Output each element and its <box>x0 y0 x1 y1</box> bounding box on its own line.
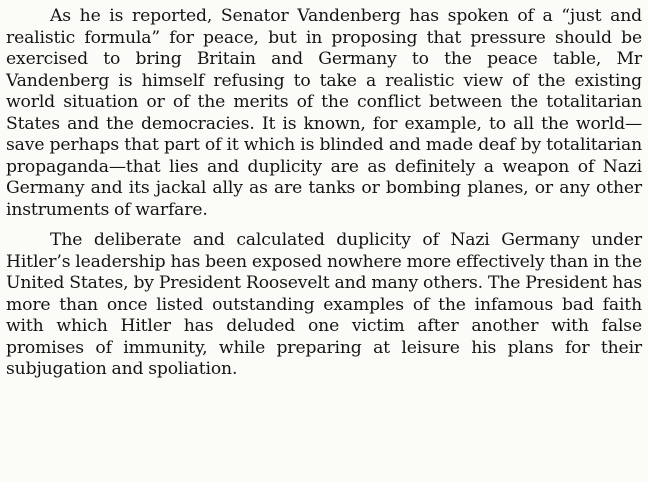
article-paragraph-2: The deliberate and calculated duplicity of Nazi Germany under Hitler’s leadership has been exposed nowhere more effectively than in the United States, by President Roosevelt and many others. The President has more than once listed outstanding examples of the infamous bad faith with which Hitler has deluded one victim after another with false promises of immunity, while preparing at leisure his plans for their subjugation and spoliation. <box>6 230 642 379</box>
article-paragraph-1: As he is reported, Senator Vandenberg has spoken of a “just and realistic formula” for peace, but in proposing that pressure should be exercised to bring Britain and Germany to the peace table, Mr Vandenberg is himself refusing to take a realistic view of the existing world situation or of the merits of the conflict between the totalitarian States and the democracies. It is known, for example, to all the world—save perhaps that part of it which is blinded and made deaf by totalitarian propaganda—that lies and duplicity are as definitely a weapon of Nazi Germany and its jackal ally as are tanks or bombing planes, or any other instruments of warfare. <box>6 6 642 220</box>
